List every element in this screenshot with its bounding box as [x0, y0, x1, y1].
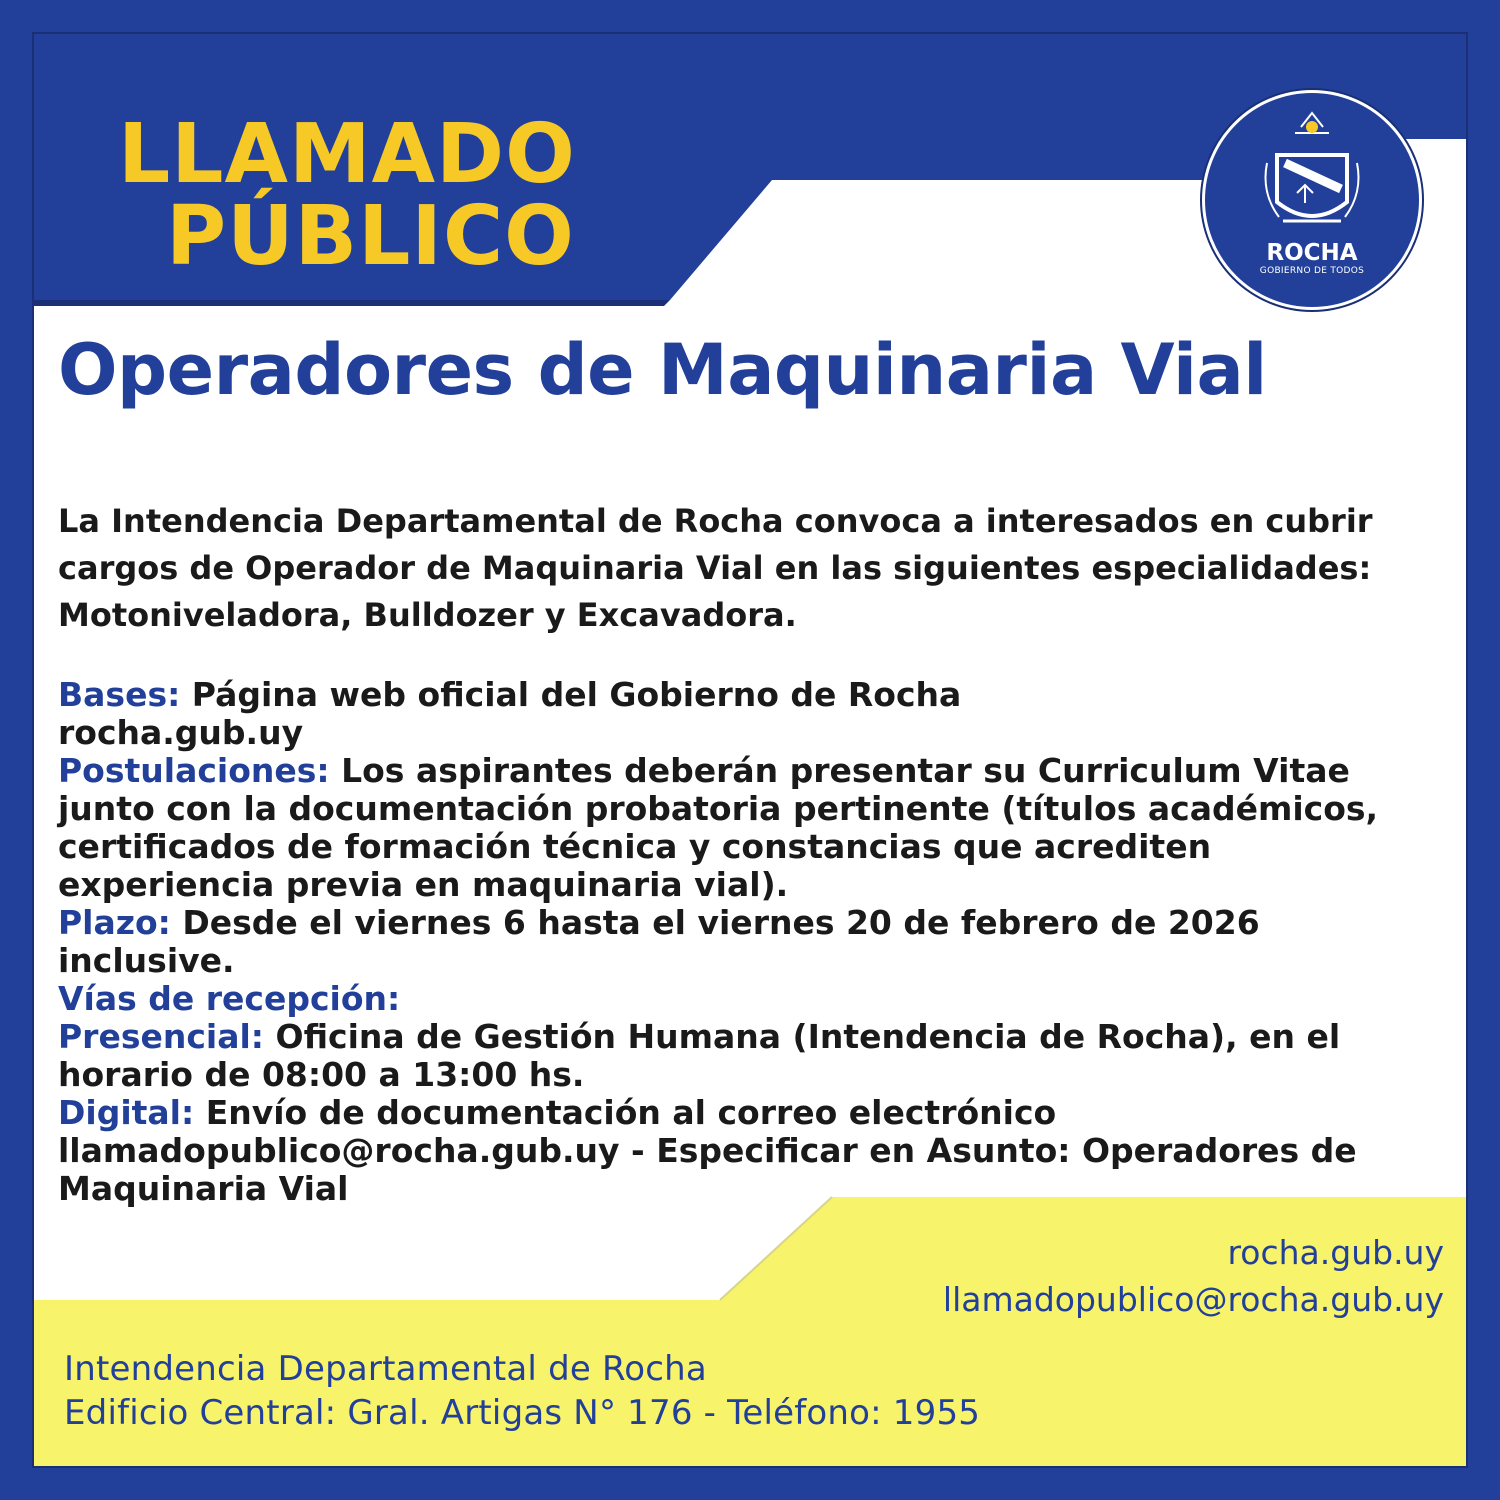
- presencial-label: Presencial:: [58, 1017, 265, 1056]
- postulaciones-label: Postulaciones:: [58, 751, 330, 790]
- intro-paragraph: La Intendencia Departamental de Rocha convoca a interesados en cubrir cargos de Operador de Maquinaria Vial en las siguientes especialidades: Motoniveladora, Bulldozer y Excavadora.: [58, 502, 1373, 634]
- call-details: [58, 676, 1438, 1208]
- contact-block: [943, 1229, 1444, 1323]
- email-link[interactable]: llamadopublico@rocha.gub.uy: [942, 1280, 1444, 1319]
- postulaciones-text: Los aspirantes deberán presentar su Curriculum Vitae junto con la documentación probatoria pertinente (títulos académicos, certificados de formación técnica y constancias que acrediten experiencia previa en maquinaria vial).: [58, 751, 1379, 904]
- bases-label: Bases:: [58, 675, 181, 714]
- poster-panel: [34, 34, 1466, 1466]
- postulaciones-line: [58, 752, 1438, 904]
- presencial-line: [58, 1018, 1438, 1094]
- sun-icon: [1306, 121, 1318, 133]
- footer-address: [64, 1347, 980, 1435]
- digital-text: Envío de documentación al correo electrónico llamadopublico@rocha.gub.uy - Especificar en Asunto: Operadores de Maquinaria Vial: [58, 1093, 1357, 1208]
- title-line-2: PÚBLICO: [166, 189, 575, 284]
- website-link[interactable]: rocha.gub.uy: [1227, 1233, 1444, 1272]
- footer-line-1: Intendencia Departamental de Rocha: [64, 1349, 707, 1389]
- bases-url: rocha.gub.uy: [58, 713, 304, 752]
- digital-line: [58, 1094, 1438, 1208]
- rocha-logo: [1202, 90, 1422, 310]
- digital-label: Digital:: [58, 1093, 195, 1132]
- plazo-label: Plazo:: [58, 903, 171, 942]
- vias-label: Vías de recepción:: [58, 979, 401, 1018]
- bases-text: Página web oficial del Gobierno de Rocha: [191, 675, 962, 714]
- footer-line-2: Edificio Central: Gral. Artigas N° 176 - Teléfono: 1955: [64, 1393, 981, 1433]
- presencial-text: Oficina de Gestión Humana (Intendencia de Rocha), en el horario de 08:00 a 13:00 hs.: [58, 1017, 1341, 1094]
- header-band-shadow: [34, 300, 670, 306]
- plazo-text: Desde el viernes 6 hasta el viernes 20 de febrero de 2026 inclusive.: [58, 903, 1260, 980]
- position-heading: Operadores de Maquinaria Vial: [58, 329, 1267, 411]
- bases-line: [58, 676, 1438, 714]
- logo-name: ROCHA: [1266, 240, 1358, 266]
- title-line-1: LLAMADO: [118, 107, 576, 202]
- logo-subtitle: GOBIERNO DE TODOS: [1259, 266, 1365, 276]
- plazo-line: [58, 904, 1438, 980]
- page-title: [118, 107, 576, 284]
